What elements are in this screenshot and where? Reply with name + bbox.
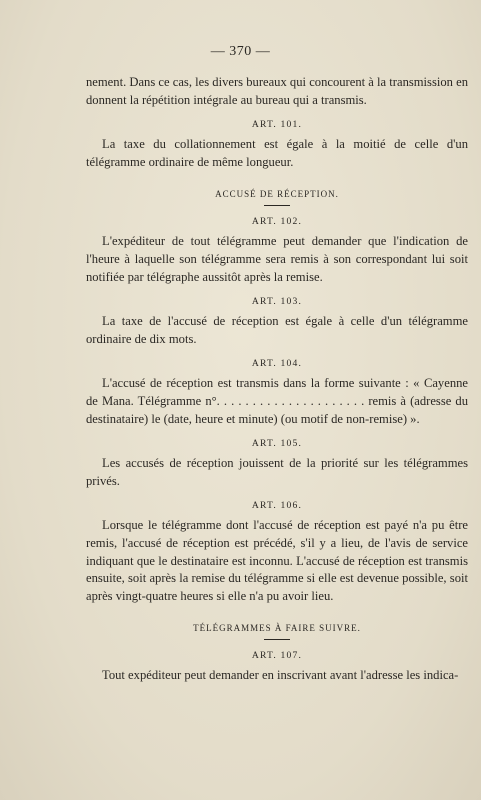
article-107-text: Tout expéditeur peut demander en inscrivant avant l'adresse les indica- bbox=[102, 668, 459, 683]
article-107-label: ART. 107. bbox=[251, 650, 303, 662]
article-106-text: Lorsque le télégramme dont l'accusé de réception est payé n'a pu être remis, l'accusé de réception est précédé, s'il y a lieu, de l'avis de service indiquant que le destinataire est inconnu. L'accusé de réception est transmis ensuite, soit après la remise du télégramme si elle est devenue possible, soit après vingt-quatre heures si elle n'a pu avoir lieu. bbox=[86, 518, 468, 603]
article-102-text: L'expéditeur de tout télégramme peut demander que l'indication de l'heure à laquelle son télégramme sera remis à son correspondant lui soit notifiée par télégraphe aussitôt après la remise. bbox=[86, 234, 468, 284]
page-number: — 370 — bbox=[210, 44, 271, 59]
article-106-label: ART. 106. bbox=[251, 500, 303, 512]
article-105-text: Les accusés de réception jouissent de la priorité sur les télégrammes privés. bbox=[86, 456, 468, 488]
section-heading-accuse: ACCUSÉ DE RÉCEPTION. bbox=[215, 189, 339, 200]
article-105-label: ART. 105. bbox=[251, 438, 303, 450]
section-heading-faire-suivre: TÉLÉGRAMMES À FAIRE SUIVRE. bbox=[193, 623, 361, 634]
intro-paragraph: nement. Dans ce cas, les divers bureaux qui concourent à la transmission en donnent la répétition intégrale au bureau qui a transmis. bbox=[86, 75, 468, 107]
section-rule bbox=[264, 205, 290, 206]
article-101-text: La taxe du collationnement est égale à la moitié de celle d'un télégramme ordinaire de même longueur. bbox=[86, 137, 468, 169]
article-102-label: ART. 102. bbox=[251, 216, 303, 228]
article-104-label: ART. 104. bbox=[251, 358, 303, 370]
article-103-text: La taxe de l'accusé de réception est égale à celle d'un télégramme ordinaire de dix mots. bbox=[86, 314, 468, 346]
article-101-label: ART. 101. bbox=[251, 119, 303, 131]
article-103-label: ART. 103. bbox=[251, 296, 303, 308]
section-rule bbox=[264, 639, 290, 640]
article-104-text: L'accusé de réception est transmis dans la forme suivante : « Cayenne de Mana. Télégramme n°. . . . . . . . . . . . . . . . . . . . . remis à (adresse du destinataire) le (date, heure et minute) (ou motif de non-remise) ». bbox=[86, 376, 468, 426]
page-content bbox=[86, 74, 468, 685]
